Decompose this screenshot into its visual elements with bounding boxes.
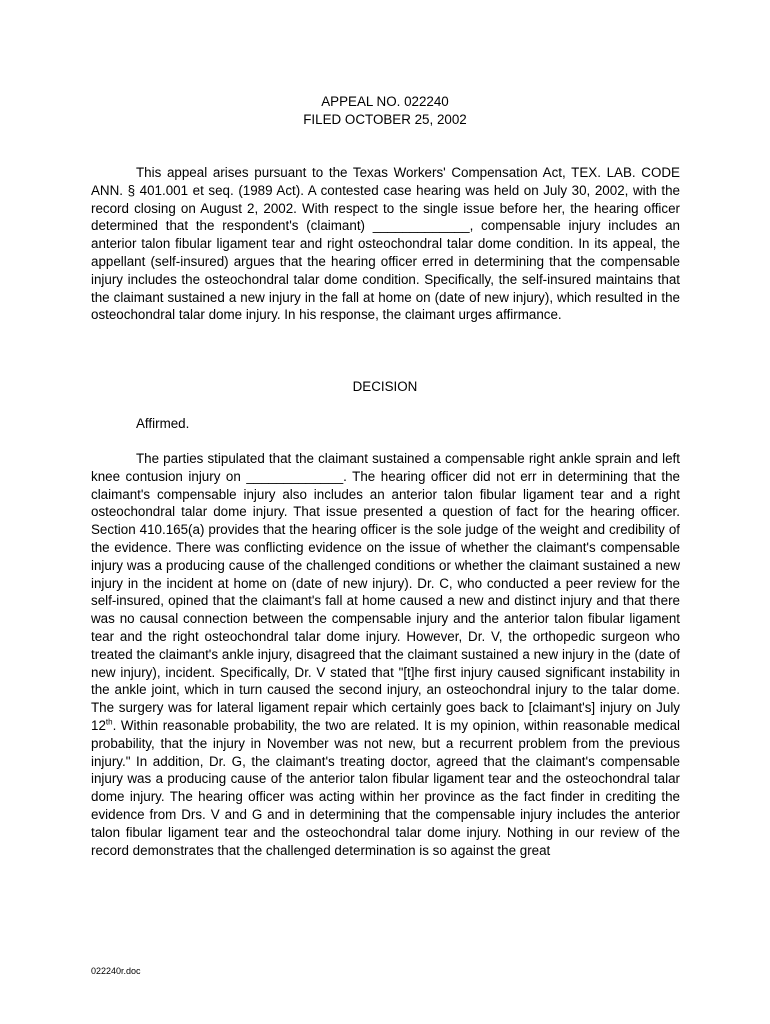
discussion-part-1: The parties stipulated that the claimant sustained a compensable right ankle sprain and left knee contusion injury on _____________. The hearing officer did not err in determining that the claimant's compensable injury also includes an anterior talon fibular ligament tear and a right osteochondral talar dome injury. That issue presented a question of fact for the hearing officer. Section 410.165(a) provides that the hearing officer is the sole judge of the weight and credibility of the evidence. There was conflicting evidence on the issue of whether the claimant's compensable injury was a producing cause of the challenged conditions or whether the claimant sustained a new injury in the incident at home on (date of new injury). Dr. C, who conducted a peer review for the self-insured, opined that the claimant's fall at home caused a new and distinct injury and that there was no causal connection between the compensable injury and the anterior talon fibular ligament tear and the right osteochondral talar dome injury. However, Dr. V, the orthopedic surgeon who treated the claimant's ankle injury, disagreed that the claimant sustained a new injury in the (date of new injury), incident. Specifically, Dr. V stated that "[t]he first injury caused significant instability in the ankle joint, which in turn caused the second injury, an osteochondral injury to the talar dome. The surgery was for lateral ligament repair which certainly goes back to [claimant's] injury on July 12 [91, 451, 680, 733]
discussion-part-2: . Within reasonable probability, the two are related. It is my opinion, within reasonable medical probability, that the injury in November was not new, but a recurrent problem from the previous injury." In addition, Dr. G, the claimant's treating doctor, agreed that the claimant's compensable injury was a producing cause of the anterior talon fibular ligament tear and the osteochondral talar dome injury. The hearing officer was acting within her province as the fact finder in crediting the evidence from Drs. V and G and in determining that the compensable injury includes the anterior talon fibular ligament tear and the osteochondral talar dome injury. Nothing in our review of the record demonstrates that the challenged determination is so against the great [91, 717, 680, 858]
discussion-paragraph [91, 450, 680, 859]
affirmed-text: Affirmed. [136, 416, 190, 431]
ordinal-suffix: th [105, 717, 113, 727]
decision-heading: DECISION [352, 379, 418, 394]
intro-paragraph-block [91, 164, 680, 324]
document-filename: 022240r.doc [91, 966, 141, 976]
appeal-number: APPEAL NO. 022240 [321, 94, 449, 109]
filed-date: FILED OCTOBER 25, 2002 [303, 112, 467, 127]
intro-paragraph: This appeal arises pursuant to the Texas Workers' Compensation Act, TEX. LAB. CODE ANN. § 401.001 et seq. (1989 Act). A contested case hearing was held on July 30, 2002, with the record closing on August 2, 2002. With respect to the single issue before her, the hearing officer determined that the respondent's (claimant) _____________, compensable injury includes an anterior talon fibular ligament tear and right osteochondral talar dome condition. In its appeal, the appellant (self-insured) argues that the hearing officer erred in determining that the compensable injury includes the osteochondral talar dome condition. Specifically, the self-insured maintains that the claimant sustained a new injury in the fall at home on (date of new injury), which resulted in the osteochondral talar dome injury. In his response, the claimant urges affirmance. [91, 165, 680, 323]
discussion-paragraph-block [91, 450, 680, 859]
